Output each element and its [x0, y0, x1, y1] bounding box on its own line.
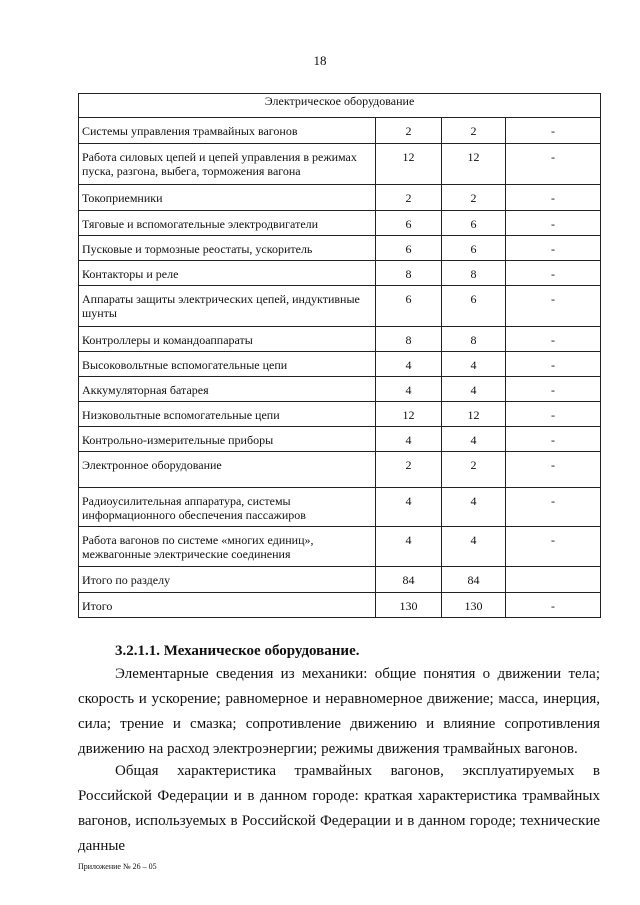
row-total-hours: 4 [405, 358, 412, 372]
row-theory-hours-cell [442, 352, 506, 377]
row-theory-hours-cell [442, 211, 506, 236]
table-row [79, 527, 601, 567]
row-total-hours-cell [376, 527, 442, 567]
row-total-hours-cell [376, 118, 442, 144]
row-total-hours: 2 [405, 191, 412, 205]
row-name-cell [79, 527, 376, 567]
table-row [79, 211, 601, 236]
row-practice-hours-cell [506, 452, 601, 488]
row-theory-hours: 2 [470, 458, 477, 472]
row-theory-hours: 130 [464, 599, 483, 613]
row-practice-hours: - [551, 458, 556, 472]
row-name-cell [79, 261, 376, 286]
row-name-cell [79, 144, 376, 185]
table-row [79, 286, 601, 327]
row-total-hours: 4 [405, 533, 412, 547]
table-row [79, 377, 601, 402]
row-total-hours-cell [376, 144, 442, 185]
row-practice-hours: - [551, 494, 556, 508]
row-practice-hours-cell [506, 286, 601, 327]
row-theory-hours: 12 [467, 150, 480, 164]
row-practice-hours-cell [506, 236, 601, 261]
table-row [79, 144, 601, 185]
row-theory-hours-cell [442, 144, 506, 185]
row-name-cell [79, 567, 376, 593]
row-theory-hours: 4 [470, 533, 477, 547]
row-total-hours: 8 [405, 333, 412, 347]
row-practice-hours-cell [506, 352, 601, 377]
row-total-hours: 4 [405, 494, 412, 508]
row-practice-hours-cell [506, 593, 601, 618]
row-theory-hours-cell [442, 261, 506, 286]
row-practice-hours: - [551, 408, 556, 422]
row-name: Электронное оборудование [82, 458, 222, 472]
row-practice-hours-cell [506, 185, 601, 211]
row-name: Контакторы и реле [82, 267, 179, 281]
row-practice-hours: - [551, 599, 556, 613]
row-theory-hours: 6 [470, 242, 477, 256]
row-practice-hours: - [551, 267, 556, 281]
row-name: Низковольтные вспомогательные цепи [82, 408, 280, 422]
row-name: Итого по разделу [82, 573, 171, 587]
table-body [79, 94, 601, 618]
row-name: Высоковольтные вспомогательные цепи [82, 358, 288, 372]
row-total-hours: 2 [405, 124, 412, 138]
row-total-hours-cell [376, 352, 442, 377]
row-name-cell [79, 402, 376, 427]
row-theory-hours: 8 [470, 267, 477, 281]
row-total-hours-cell [376, 377, 442, 402]
row-total-hours: 6 [405, 217, 412, 231]
table-row [79, 236, 601, 261]
row-name: Контрольно-измерительные приборы [82, 433, 274, 447]
row-name: Аккумуляторная батарея [82, 383, 209, 397]
row-name: Системы управления трамвайных вагонов [82, 124, 298, 138]
row-name-cell [79, 118, 376, 144]
row-theory-hours: 4 [470, 494, 477, 508]
table-row [79, 352, 601, 377]
row-total-hours-cell [376, 327, 442, 352]
row-total-hours: 4 [405, 383, 412, 397]
row-name: Радиоусилительная аппаратура, системы информационного обеспечения пассажиров [82, 494, 306, 522]
row-theory-hours-cell [442, 452, 506, 488]
row-total-hours: 2 [405, 458, 412, 472]
row-name-cell [79, 593, 376, 618]
row-practice-hours: - [551, 217, 556, 231]
row-theory-hours-cell [442, 567, 506, 593]
page-number: 18 [313, 53, 327, 68]
row-total-hours-cell [376, 185, 442, 211]
row-total-hours-cell [376, 236, 442, 261]
row-total-hours: 6 [405, 242, 412, 256]
row-total-hours: 6 [405, 292, 412, 306]
row-theory-hours: 8 [470, 333, 477, 347]
row-total-hours: 12 [402, 150, 415, 164]
row-name: Аппараты защиты электрических цепей, индуктивные шунты [82, 292, 360, 320]
paragraph-2: Общая характеристика трамвайных вагонов, эксплуатируемых в Российской Федерации и в данном городе: краткая характеристика трамвайных вагонов, используемых в Российской Федерации и в данном городе; технические данные [78, 763, 600, 854]
row-practice-hours-cell [506, 427, 601, 452]
table-row [79, 452, 601, 488]
row-theory-hours: 4 [470, 358, 477, 372]
table-row [79, 427, 601, 452]
row-theory-hours-cell [442, 488, 506, 527]
row-theory-hours: 4 [470, 383, 477, 397]
row-total-hours-cell [376, 427, 442, 452]
row-total-hours-cell [376, 488, 442, 527]
row-total-hours-cell [376, 567, 442, 593]
row-practice-hours-cell [506, 527, 601, 567]
row-name: Итого [82, 599, 113, 613]
row-theory-hours: 4 [470, 433, 477, 447]
table-row [79, 185, 601, 211]
row-total-hours-cell [376, 211, 442, 236]
row-theory-hours: 2 [470, 191, 477, 205]
table-row [79, 488, 601, 527]
row-practice-hours-cell [506, 567, 601, 593]
row-name-cell [79, 327, 376, 352]
row-practice-hours: - [551, 533, 556, 547]
row-name: Работа силовых цепей и цепей управления в режимах пуска, разгона, выбега, торможения вагона [82, 150, 357, 178]
subtotal-row [79, 567, 601, 593]
row-practice-hours-cell [506, 211, 601, 236]
row-name: Контроллеры и командоаппараты [82, 333, 253, 347]
row-theory-hours-cell [442, 286, 506, 327]
row-theory-hours: 6 [470, 217, 477, 231]
row-theory-hours-cell [442, 118, 506, 144]
row-practice-hours-cell [506, 261, 601, 286]
row-practice-hours-cell [506, 144, 601, 185]
row-total-hours: 8 [405, 267, 412, 281]
row-theory-hours: 84 [467, 573, 480, 587]
row-name-cell [79, 211, 376, 236]
row-theory-hours-cell [442, 402, 506, 427]
row-total-hours-cell [376, 402, 442, 427]
row-practice-hours: - [551, 124, 556, 138]
table-row [79, 261, 601, 286]
footer-note: Приложение № 26 – 05 [78, 862, 157, 871]
row-name: Токоприемники [82, 191, 163, 205]
row-total-hours: 84 [402, 573, 415, 587]
row-theory-hours: 6 [470, 292, 477, 306]
row-practice-hours-cell [506, 327, 601, 352]
row-name-cell [79, 185, 376, 211]
row-practice-hours-cell [506, 377, 601, 402]
row-total-hours-cell [376, 593, 442, 618]
row-practice-hours: - [551, 333, 556, 347]
row-name-cell [79, 488, 376, 527]
row-name: Пусковые и тормозные реостаты, ускоритель [82, 242, 313, 256]
paragraph-1: Элементарные сведения из механики: общие понятия о движении тела; скорость и ускорение; равномерное и неравномерное движение; масса, инерция, сила; трение и смазка; сопротивление движению и влияние сопротивления движению на расход электроэнергии; режимы движения трамвайных вагонов. [78, 666, 600, 757]
row-practice-hours: - [551, 191, 556, 205]
row-theory-hours-cell [442, 236, 506, 261]
row-total-hours-cell [376, 286, 442, 327]
curriculum-table [78, 93, 601, 618]
row-practice-hours-cell [506, 118, 601, 144]
table-row [79, 327, 601, 352]
table-row [79, 402, 601, 427]
total-row [79, 593, 601, 618]
row-name-cell [79, 452, 376, 488]
row-practice-hours: - [551, 383, 556, 397]
table-section-title: Электрическое оборудование [79, 94, 601, 118]
row-total-hours: 130 [399, 599, 418, 613]
row-practice-hours-cell [506, 402, 601, 427]
row-name-cell [79, 352, 376, 377]
row-practice-hours-cell [506, 488, 601, 527]
row-name: Работа вагонов по системе «многих единиц», межвагонные электрические соединения [82, 533, 314, 561]
row-theory-hours-cell [442, 427, 506, 452]
row-practice-hours: - [551, 292, 556, 306]
row-theory-hours-cell [442, 327, 506, 352]
row-practice-hours: - [551, 150, 556, 164]
row-name-cell [79, 286, 376, 327]
row-theory-hours-cell [442, 377, 506, 402]
row-name-cell [79, 427, 376, 452]
row-practice-hours: - [551, 358, 556, 372]
row-name: Тяговые и вспомогательные электродвигатели [82, 217, 319, 231]
row-total-hours-cell [376, 452, 442, 488]
row-total-hours: 4 [405, 433, 412, 447]
row-total-hours: 12 [402, 408, 415, 422]
table-row [79, 118, 601, 144]
row-theory-hours: 12 [467, 408, 480, 422]
table-section-row [79, 94, 601, 118]
row-theory-hours-cell [442, 185, 506, 211]
row-theory-hours-cell [442, 527, 506, 567]
row-theory-hours: 2 [470, 124, 477, 138]
row-total-hours-cell [376, 261, 442, 286]
row-theory-hours-cell [442, 593, 506, 618]
row-name-cell [79, 236, 376, 261]
section-heading: 3.2.1.1. Механическое оборудование. [115, 643, 360, 659]
row-name-cell [79, 377, 376, 402]
row-practice-hours: - [551, 433, 556, 447]
row-practice-hours: - [551, 242, 556, 256]
